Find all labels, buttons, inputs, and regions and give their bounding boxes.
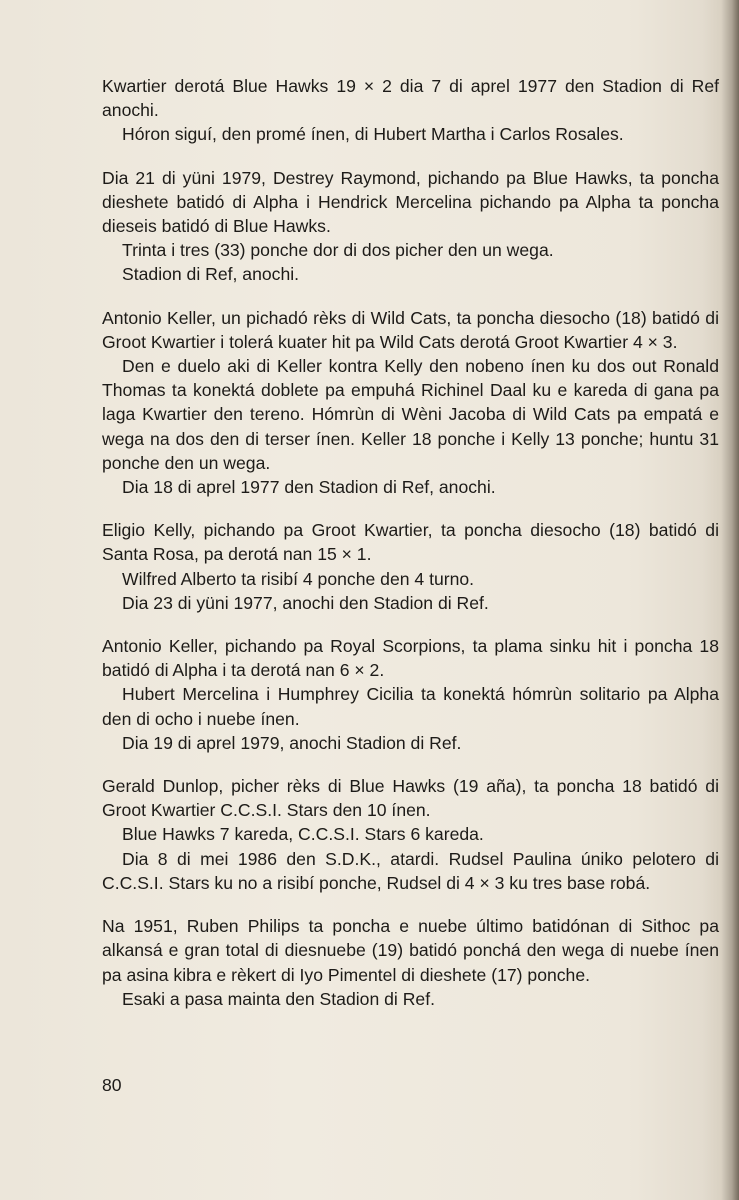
paragraph-line: Wilfred Alberto ta risibí 4 ponche den 4 turno. [122, 568, 475, 589]
paragraph-line: Blue Hawks 7 kareda, C.C.S.I. Stars 6 kareda. [122, 824, 484, 845]
paragraph-line: Antonio Keller, un pichadó rèks di Wild Cats, ta poncha diesocho (18) batidó di Groot Kwartier i tolerá kuater hit pa Wild Cats derotá Groot Kwartier 4 × 3. [102, 307, 719, 352]
paragraph [102, 74, 719, 147]
paragraph-line: Dia 19 di aprel 1979, anochi Stadion di Ref. [122, 732, 462, 753]
paragraph-line: Esaki a pasa mainta den Stadion di Ref. [122, 988, 435, 1009]
paragraph-line: Antonio Keller, pichando pa Royal Scorpions, ta plama sinku hit i poncha 18 batidó di Alpha i ta derotá nan 6 × 2. [102, 636, 719, 681]
paragraph-line: Eligio Kelly, pichando pa Groot Kwartier, ta poncha diesocho (18) batidó di Santa Rosa, pa derotá nan 15 × 1. [102, 520, 719, 565]
page-spine-shadow [721, 0, 739, 1200]
paragraph-line: Na 1951, Ruben Philips ta poncha e nuebe último batidónan di Sithoc pa alkansá e gran total di diesnuebe (19) batidó ponchá den wega di nuebe ínen pa asina kibra e rèkert di Iyo Pimentel di dieshete (17) ponche. [102, 916, 719, 985]
paragraph [102, 306, 719, 500]
paragraph-line: Dia 23 di yüni 1977, anochi den Stadion di Ref. [122, 592, 489, 613]
paragraph [102, 634, 719, 755]
paragraph-line: Stadion di Ref, anochi. [122, 264, 300, 285]
page-number: 80 [102, 1075, 122, 1095]
paragraph-line: Hóron siguí, den promé ínen, di Hubert Martha i Carlos Rosales. [122, 124, 624, 145]
paragraph-line: Dia 8 di mei 1986 den S.D.K., atardi. Rudsel Paulina úniko pelotero di C.C.S.I. Stars ku no a risibí ponche, Rudsel di 4 × 3 ku tres base robá. [102, 848, 719, 893]
paragraph [102, 914, 719, 1011]
paragraph-line: Den e duelo aki di Keller kontra Kelly den nobeno ínen ku dos out Ronald Thomas ta konektá doblete pa empuhá Richinel Daal ku e kareda di gana pa laga Kwartier den tereno. Hómrùn di Wèni Jacoba di Wild Cats pa empatá e wega na dos den di terser ínen. Keller 18 ponche i Kelly 13 ponche; huntu 31 ponche den un wega. [102, 356, 719, 473]
paragraph-line: Dia 18 di aprel 1977 den Stadion di Ref, anochi. [122, 477, 496, 498]
paragraph [102, 518, 719, 615]
paragraph-line: Dia 21 di yüni 1979, Destrey Raymond, pichando pa Blue Hawks, ta poncha dieshete batidó di Alpha i Hendrick Mercelina pichando pa Alpha ta poncha dieseis batidó di Blue Hawks. [102, 167, 719, 237]
paragraph-line: Trinta i tres (33) ponche dor di dos picher den un wega. [122, 240, 554, 261]
paragraph-line: Kwartier derotá Blue Hawks 19 × 2 dia 7 di aprel 1977 den Stadion di Ref anochi. [102, 76, 719, 121]
body-text [102, 74, 719, 1030]
paragraph [102, 166, 719, 287]
paragraph [102, 774, 719, 895]
paragraph-line: Hubert Mercelina i Humphrey Cicilia ta konektá hómrùn solitario pa Alpha den di ocho i nuebe ínen. [102, 684, 719, 729]
paragraph-line: Gerald Dunlop, picher rèks di Blue Hawks (19 aña), ta poncha 18 batidó di Groot Kwartier C.C.S.I. Stars den 10 ínen. [102, 776, 719, 821]
